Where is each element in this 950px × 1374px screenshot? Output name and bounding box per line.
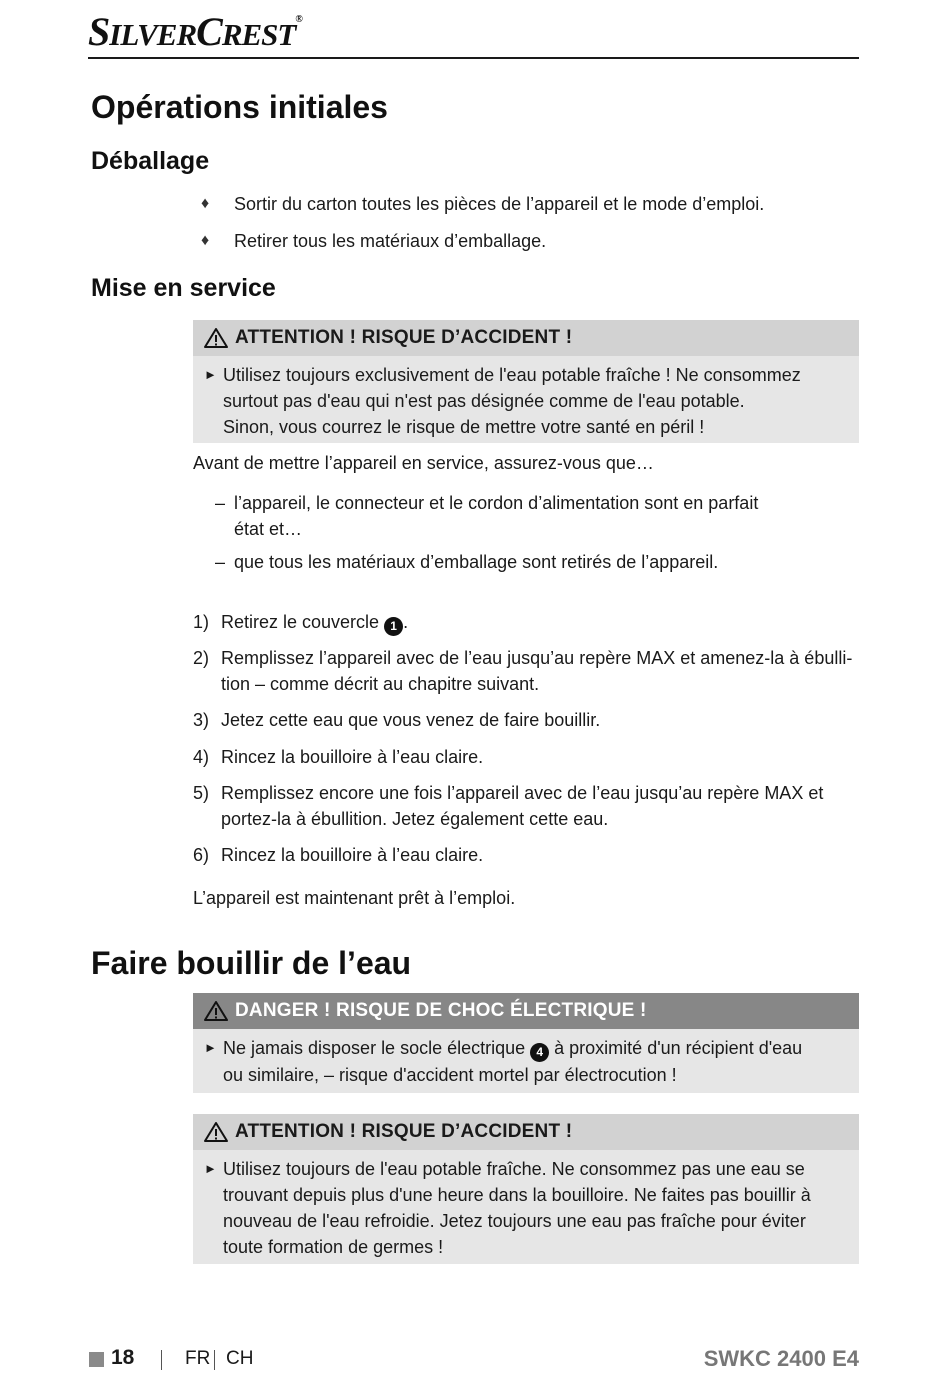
dash-item-text: que tous les matériaux d’emballage sont retirés de l’appareil. [234,552,719,572]
warning-title: ATTENTION ! RISQUE D’ACCIDENT ! [235,1121,573,1142]
arrow-bullet-icon: ► [204,367,217,382]
step-text: Remplissez encore une fois l’appareil avec de l’eau jusqu’au repère MAX et [221,783,824,803]
step-text: Remplissez l’appareil avec de l’eau jusqu’au repère MAX et amenez-la à ébulli- [221,648,853,668]
dash-bullet-icon: – [215,493,226,513]
step-text: tion – comme décrit au chapitre suivant. [221,674,540,694]
dash-item-text: état et… [234,519,303,539]
subsection-title-deballage: Déballage [91,147,210,175]
part-number-badge: 1 [384,617,403,636]
warning-header [193,320,859,356]
subsection-title-mise-en-service: Mise en service [91,274,276,302]
step-text: Jetez cette eau que vous venez de faire bouillir. [221,710,601,730]
warning-triangle-icon [203,1121,229,1143]
section-title-operations: Opérations initiales [91,89,388,125]
warning-title: ATTENTION ! RISQUE D’ACCIDENT ! [235,327,573,348]
warning-body: ► Utilisez toujours de l'eau potable fraîche. Ne consommez pas une eau se trouvant depuis plus d'une heure dans la bouilloire. Ne faites pas bouillir à nouveau de l'eau refroidie. Jetez toujours une eau pas fraîche pour éviter toute formation de germes ! [193,1150,859,1264]
dash-item-text: l’appareil, le connecteur et le cordon d’alimentation sont en parfait [234,493,759,513]
warning-body: ► Utilisez toujours exclusivement de l'eau potable fraîche ! Ne consommez surtout pas d'eau qui n'est pas désignée comme de l'eau potable. Sinon, vous courrez le risque de mettre votre santé en péril ! [193,356,859,444]
dash-bullet-icon: – [215,552,226,572]
page-number: 18 [111,1346,135,1369]
outro-text: L’appareil est maintenant prêt à l’emploi. [193,888,516,908]
model-number: SWKC 2400 E4 [703,1346,859,1371]
arrow-bullet-icon: ► [204,1040,217,1055]
warning-triangle-icon [203,1000,229,1022]
danger-header [193,993,859,1029]
warning-box [193,1114,859,1264]
footer-lang-ch: CH [226,1348,254,1369]
step-text: Rincez la bouilloire à l’eau claire. [221,747,484,767]
step-number: 5) [193,783,210,803]
footer-square-icon [89,1352,104,1367]
warning-box [193,320,859,443]
footer-divider [161,1350,162,1370]
footer-divider [214,1350,215,1370]
footer-lang-fr: FR [185,1348,211,1369]
step-number: 1) [193,612,210,632]
arrow-bullet-icon: ► [204,1161,217,1176]
warning-triangle-icon [203,327,229,349]
step-number: 6) [193,845,210,865]
intro-text: Avant de mettre l’appareil en service, assurez-vous que… [193,453,654,473]
header-rule [88,57,859,59]
step-number: 3) [193,710,210,730]
diamond-bullet-icon: ♦ [201,232,210,249]
step-number: 4) [193,747,210,767]
step-text: Rincez la bouilloire à l’eau claire. [221,845,484,865]
diamond-bullet-icon: ♦ [201,195,210,212]
part-number-badge: 4 [530,1043,549,1062]
section-title-faire-bouillir: Faire bouillir de l’eau [91,945,412,981]
danger-body: ► Ne jamais disposer le socle électrique 4 à proximité d'un récipient d'eau ou similaire, – risque d'accident mortel par électrocution ! [193,1029,859,1092]
step-text: Retirez le couvercle 1 . [221,609,408,636]
warning-header [193,1114,859,1150]
danger-title: DANGER ! RISQUE DE CHOC ÉLECTRIQUE ! [235,1000,647,1021]
danger-box [193,993,859,1093]
bullet-text: Retirer tous les matériaux d’emballage. [234,231,547,251]
step-number: 2) [193,648,210,668]
bullet-text: Sortir du carton toutes les pièces de l’appareil et le mode d’emploi. [234,194,765,214]
brand-logo: SILVERCREST® [88,9,302,54]
step-text: portez-la à ébullition. Jetez également cette eau. [221,809,609,829]
